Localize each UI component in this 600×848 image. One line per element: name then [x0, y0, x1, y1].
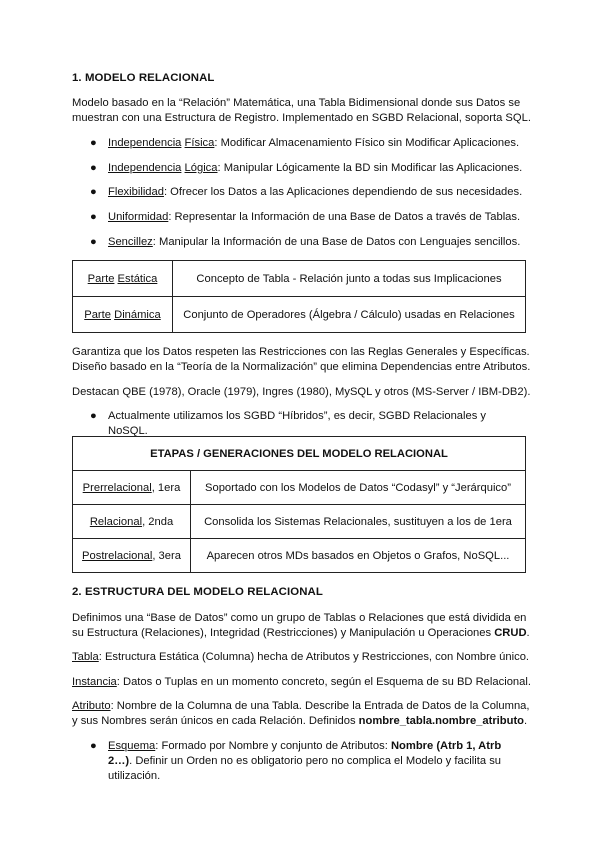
instancia-definition: Instancia: Datos o Tuplas en un momento concreto, según el Esquema de su BD Relacional. — [72, 676, 531, 688]
table-cell: Postrelacional, 3era — [73, 539, 191, 573]
definition: : Representar la Información de una Base de Datos a través de Tablas. — [168, 211, 521, 223]
table-row — [73, 297, 526, 333]
table-cell: Parte Estática — [73, 261, 173, 297]
hybrid-text: Actualmente utilizamos los SGBD “Híbridos”, es decir, SGBD Relacionales y NoSQL. — [108, 410, 487, 437]
bullet-icon: ● — [90, 211, 97, 223]
term: Uniformidad — [108, 211, 169, 223]
tabla-definition: Tabla: Estructura Estática (Columna) hecha de Atributos y Restricciones, con Nombre único. — [72, 651, 530, 663]
table-cell: Soportado con los Modelos de Datos “Codasyl” y “Jerárquico” — [191, 471, 526, 505]
table-cell: Relacional, 2nda — [73, 505, 191, 539]
bullet-icon: ● — [90, 162, 97, 174]
stages-table — [72, 436, 526, 573]
table-cell: Parte Dinámica — [73, 297, 173, 333]
bullet-icon: ● — [90, 137, 97, 149]
bullet-icon: ● — [90, 236, 97, 248]
table-cell: Conjunto de Operadores (Álgebra / Cálculo) usadas en Relaciones — [173, 297, 526, 333]
table-title: ETAPAS / GENERACIONES DEL MODELO RELACIONAL — [73, 437, 526, 471]
term: Física — [184, 137, 215, 149]
table-row — [73, 539, 526, 573]
atributo-definition: Atributo: Nombre de la Columna de una Tabla. Describe la Entrada de Datos de la Columna, y sus Nombres serán únicos en cada Relación. Definidos nombre_tabla.nombre_atributo. — [72, 700, 530, 727]
section-2-intro: Definimos una “Base de Datos” como un grupo de Tablas o Relaciones que está dividida en su Estructura (Relaciones), Integridad (Restricciones) y Manipulación u Operaciones CRUD. — [72, 612, 530, 639]
table-header-row — [73, 437, 526, 471]
bullet-icon: ● — [90, 186, 97, 198]
bullet-icon: ● — [90, 740, 97, 752]
highlights-paragraph: Destacan QBE (1978), Oracle (1979), Ingres (1980), MySQL y otros (MS-Server / IBM-DB2). — [72, 386, 531, 398]
definition: : Manipular la Información de una Base de Datos con Lenguajes sencillos. — [152, 236, 521, 248]
term: Sencillez — [108, 236, 153, 248]
term: Lógica — [184, 162, 218, 174]
term: Flexibilidad — [108, 186, 164, 198]
table-cell: Aparecen otros MDs basados en Objetos o Grafos, NoSQL... — [191, 539, 526, 573]
section-1-intro: Modelo basado en la “Relación” Matemática, una Tabla Bidimensional donde sus Datos se muestran con una Estructura de Registro. Implementado en SGBD Relacional, soporta SQL. — [72, 97, 531, 124]
definition: : Ofrecer los Datos a las Aplicaciones dependiendo de sus necesidades. — [163, 186, 523, 198]
table-row — [73, 505, 526, 539]
parts-table — [72, 260, 526, 333]
term: Independencia — [108, 162, 182, 174]
bullet-icon: ● — [90, 410, 97, 422]
definition: : Manipular Lógicamente la BD sin Modificar las Aplicaciones. — [217, 162, 523, 174]
term: Independencia — [108, 137, 182, 149]
table-cell: Prerrelacional, 1era — [73, 471, 191, 505]
section-1-heading: 1. MODELO RELACIONAL — [72, 72, 215, 84]
guarantee-paragraph: Garantiza que los Datos respeten las Restricciones con las Reglas Generales y Específicas. Diseño basado en la “Teoría de la Normalización” que elimina Dependencias entre Atributos. — [72, 346, 531, 373]
table-row — [73, 471, 526, 505]
table-row — [73, 261, 526, 297]
section-2-heading: 2. ESTRUCTURA DEL MODELO RELACIONAL — [72, 586, 323, 598]
esquema-definition: Esquema: Formado por Nombre y conjunto de Atributos: Nombre (Atrb 1, Atrb 2…). Definir un Orden no es obligatorio pero no complica el Modelo y facilita su utilización. — [108, 740, 502, 782]
definition: : Modificar Almacenamiento Físico sin Modificar Aplicaciones. — [214, 137, 520, 149]
table-cell: Concepto de Tabla - Relación junto a todas sus Implicaciones — [173, 261, 526, 297]
table-cell: Consolida los Sistemas Relacionales, sustituyen a los de 1era — [191, 505, 526, 539]
